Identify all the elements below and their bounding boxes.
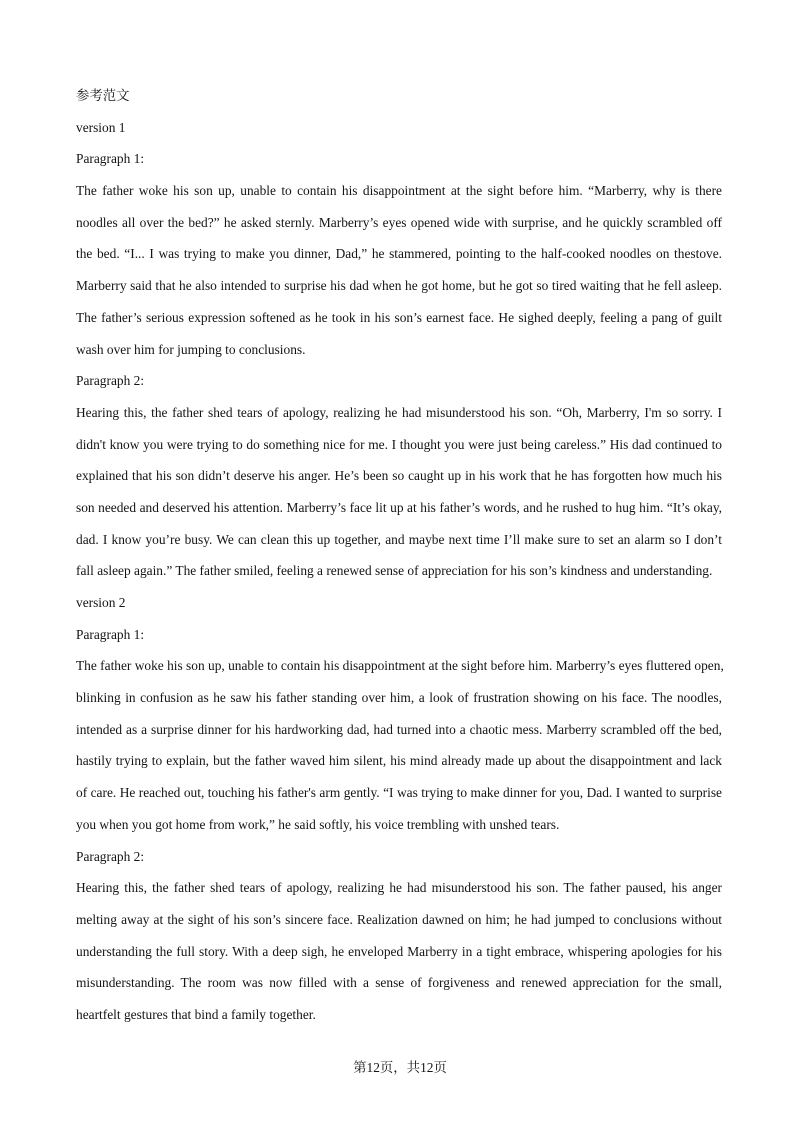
text-line: noodles all over the bed?” he asked sternly. Marberry’s eyes opened wide with surprise, and he quickly scrambled off	[76, 214, 722, 230]
text-line: misunderstanding. The room was now filled with a sense of forgiveness and renewed appreciation for the small,	[76, 975, 722, 991]
text-line: explained that his son didn’t deserve his anger. He’s been so caught up in his work that he has forgotten how much his	[76, 468, 722, 484]
version-1-paragraph-2	[76, 365, 722, 587]
text-line: son needed and deserved his attention. Marberry’s face lit up at his father’s words, and he rushed to hug him. “It’s okay,	[76, 499, 722, 515]
text-line: Hearing this, the father shed tears of apology, realizing he had misunderstood his son. The father paused, his anger	[76, 880, 722, 896]
text-line: didn't know you were trying to do something nice for me. I thought you were just being careless.” His dad continued to	[76, 436, 722, 452]
text-line: The father’s serious expression softened as he took in his son’s earnest face. He sighed deeply, feeling a pang of guilt	[76, 309, 722, 325]
page-footer: 第12页，共12页	[353, 1060, 447, 1075]
text-line: understanding the full story. With a deep sigh, he enveloped Marberry in a tight embrace, whispering apologies for his	[76, 943, 722, 959]
text-line: hastily trying to explain, but the father waved him silent, his mind already made up about the disappointment and lack	[76, 753, 722, 769]
paragraph-label: Paragraph 2:	[76, 373, 145, 389]
text-line: of care. He reached out, touching his father's arm gently. “I was trying to make dinner for you, Dad. I wanted to surprise	[76, 785, 722, 801]
text-line: Hearing this, the father shed tears of apology, realizing he had misunderstood his son. “Oh, Marberry, I'm so sorry. I	[76, 404, 722, 420]
paragraph-label: Paragraph 1:	[76, 151, 145, 167]
text-line: melting away at the sight of his son’s sincere face. Realization dawned on him; he had jumped to conclusions without	[76, 911, 722, 927]
text-line: The father woke his son up, unable to contain his disappointment at the sight before him. “Marberry, why is there	[76, 183, 722, 199]
text-line: blinking in confusion as he saw his father standing over him, a look of frustration showing on his face. The noodles,	[76, 690, 722, 706]
text-line: Marberry said that he also intended to surprise his dad when he got home, but he got so tired waiting that he fell asleep.	[76, 278, 722, 294]
text-line: you when you got home from work,” he said softly, his voice trembling with unshed tears.	[76, 816, 560, 832]
version-2-paragraph-1	[76, 619, 722, 841]
paragraph-label: Paragraph 1:	[76, 626, 145, 642]
text-line: fall asleep again.” The father smiled, feeling a renewed sense of appreciation for his son’s kindness and understanding.	[76, 563, 713, 579]
document-heading: 参考范文	[76, 88, 130, 103]
document-page	[76, 80, 722, 1031]
paragraph-label: Paragraph 2:	[76, 848, 145, 864]
text-line: dad. I know you’re busy. We can clean this up together, and maybe next time I’ll make sure to set an alarm so I don’t	[76, 531, 722, 547]
version-2-label: version 2	[76, 595, 126, 610]
version-2-paragraph-2	[76, 841, 722, 1031]
text-line: the bed. “I... I was trying to make you dinner, Dad,” he stammered, pointing to the half-cooked noodles on thestove.	[76, 246, 722, 262]
version-1-label: version 1	[76, 119, 126, 135]
text-line: intended as a surprise dinner for his hardworking dad, had turned into a chaotic mess. Marberry scrambled off the bed,	[76, 721, 722, 737]
version-1-paragraph-1	[76, 143, 722, 365]
text-line: The father woke his son up, unable to contain his disappointment at the sight before him. Marberry’s eyes fluttered open,	[76, 658, 724, 674]
text-line: wash over him for jumping to conclusions.	[76, 341, 306, 357]
text-line: heartfelt gestures that bind a family together.	[76, 1006, 316, 1022]
